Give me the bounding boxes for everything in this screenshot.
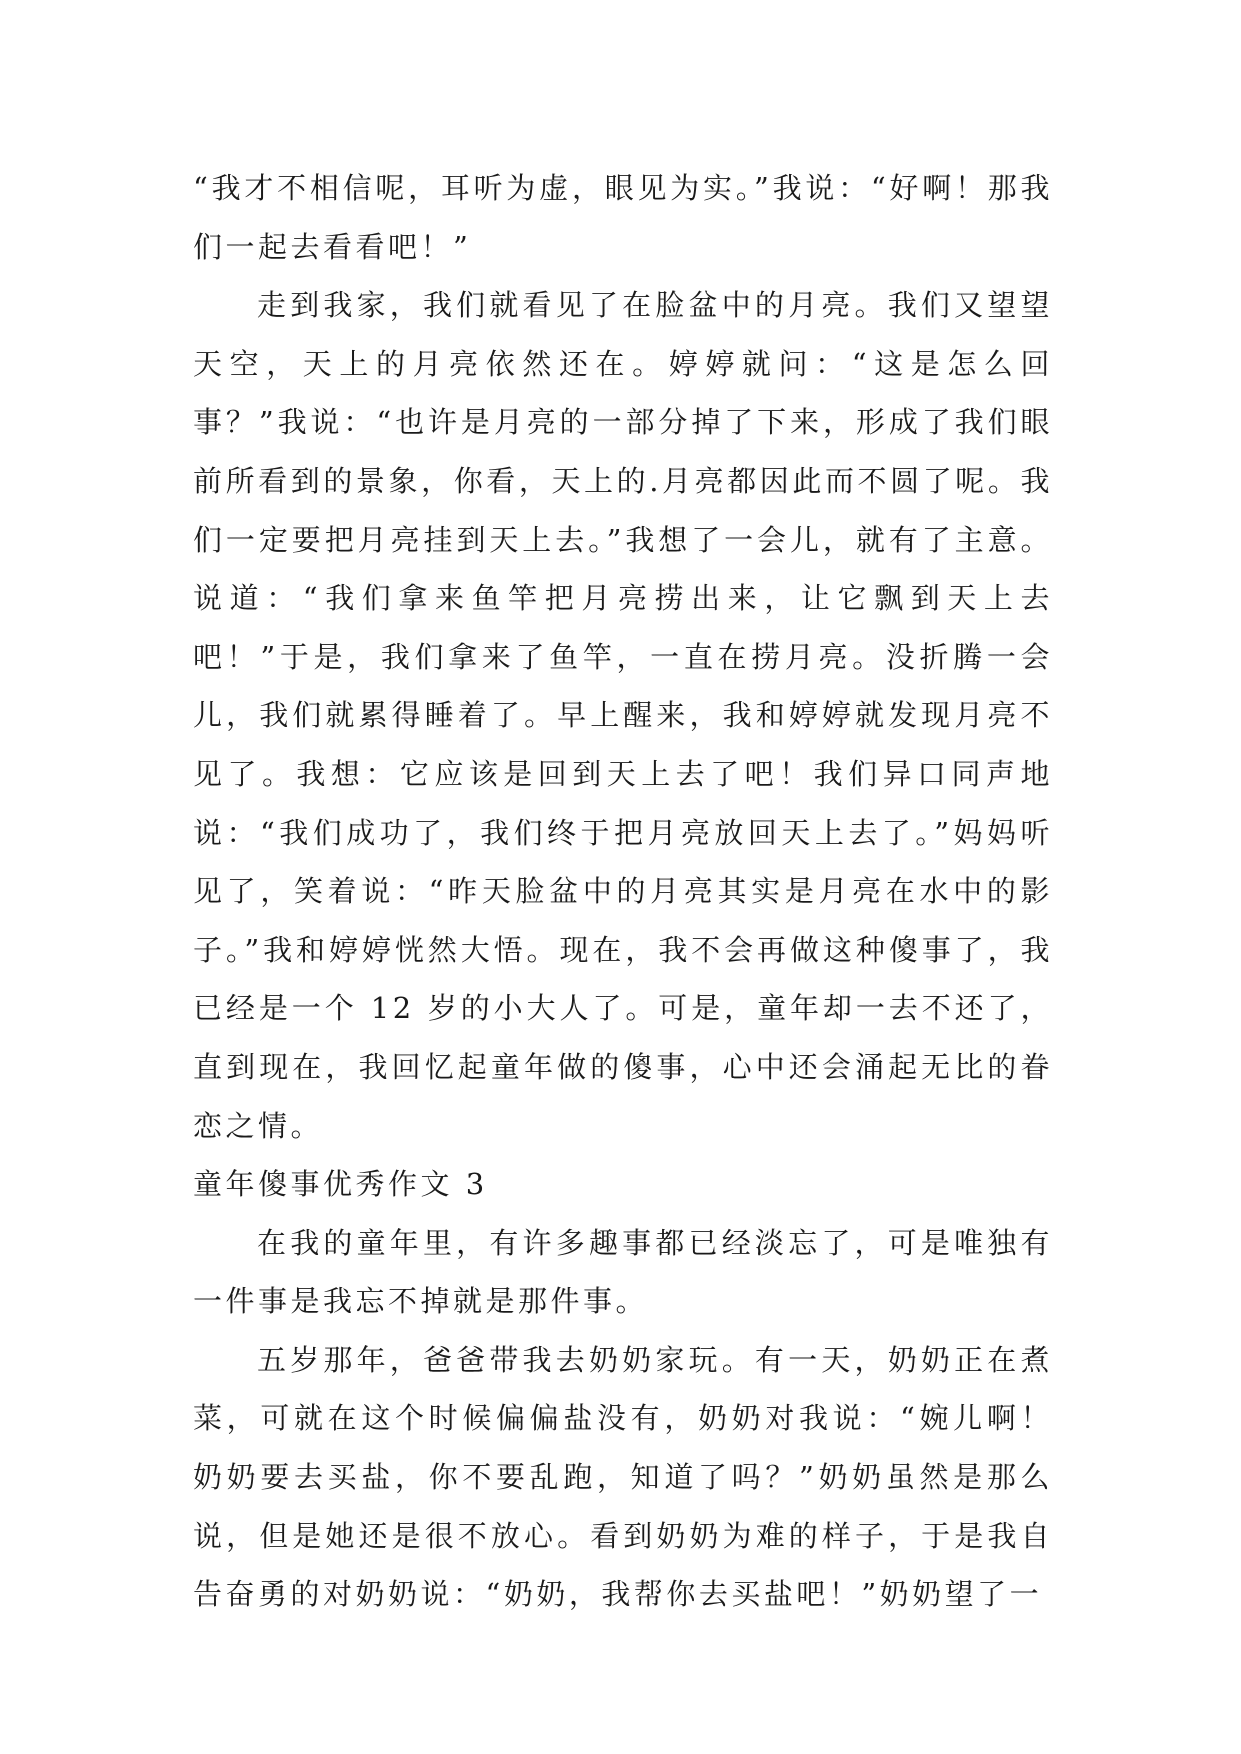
paragraph-dialogue: “我才不相信呢，耳听为虚，眼见为实。”我说：“好啊！那我们一起去看看吧！” <box>193 171 1053 264</box>
paragraph-intro: 在我的童年里，有许多趣事都已经淡忘了，可是唯独有一件事是我忘不掉就是那件事。 <box>193 1225 1053 1319</box>
paragraph-moon-story: 走到我家，我们就看见了在脸盆中的月亮。我们又望望天空，天上的月亮依然还在。婷婷就问：“这是怎么回事？”我说：“也许是月亮的一部分掉了下来，形成了我们眼前所看到的景象，你看，天上的.月亮都因此而不圆了呢。我们一定要把月亮挂到天上去。”我想了一会儿，就有了主意。说道：“我们拿来鱼竿把月亮捞出来，让它飘到天上去吧！”于是，我们拿来了鱼竿，一直在捞月亮。没折腾一会儿，我们就累得睡着了。早上醒来，我和婷婷就发现月亮不见了。我想：它应该是回到天上去了吧！我们异口同声地说：“我们成功了，我们终于把月亮放回天上去了。”妈妈听见了，笑着说：“昨天脸盆中的月亮其实是月亮在水中的影子。”我和婷婷恍然大悟。现在，我不会再做这种傻事了，我已经是一个 12 岁的小大人了。可是，童年却一去不还了，直到现在，我回忆起童年做的傻事，心中还会涌起无比的眷恋之情。 <box>193 288 1053 1143</box>
document-page <box>193 159 1053 1624</box>
section-heading: 童年傻事优秀作文 3 <box>193 1167 488 1202</box>
paragraph-salt-story: 五岁那年，爸爸带我去奶奶家玩。有一天，奶奶正在煮菜，可就在这个时候偏偏盐没有，奶奶对我说：“婉儿啊！奶奶要去买盐，你不要乱跑，知道了吗？”奶奶虽然是那么说，但是她还是很不放心。看到奶奶为难的样子，于是我自告奋勇的对奶奶说：“奶奶，我帮你去买盐吧！”奶奶望了一 <box>193 1342 1053 1612</box>
